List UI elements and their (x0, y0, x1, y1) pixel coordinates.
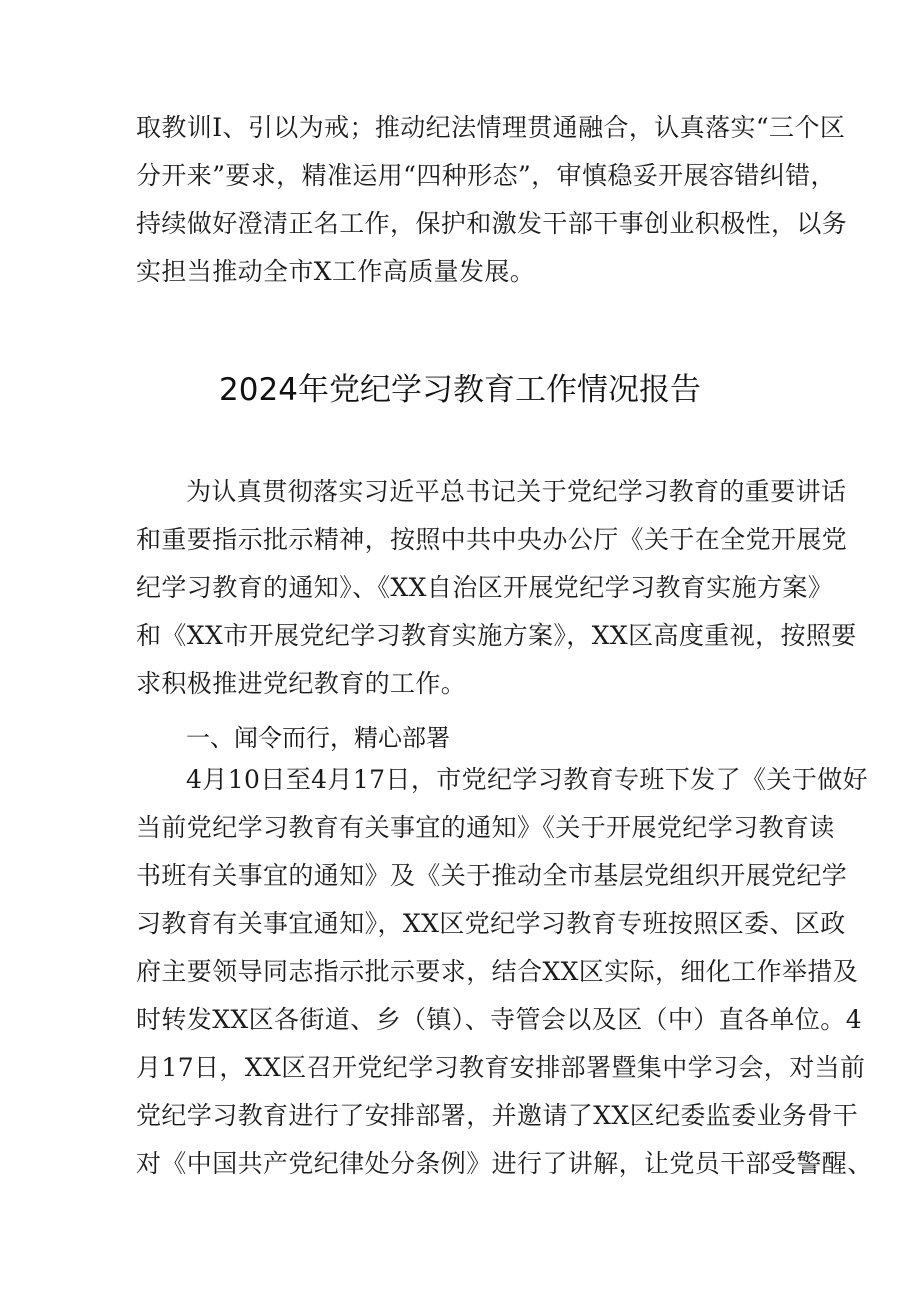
text-line: 分开来”要求，精准运用“四种形态”，审慎稳妥开展容错纠错， (136, 161, 836, 190)
text-line: 持续做好澄清正名工作，保护和激发干部干事创业积极性，以务 (136, 209, 848, 238)
text-line: 实担当推动全市X工作高质量发展。 (136, 257, 536, 286)
intro-paragraph (136, 104, 848, 296)
text-line: 取教训I、引以为戒；推动纪法情理贯通融合，认真落实“三个区 (136, 113, 846, 142)
text-line: 时转发XX区各街道、乡（镇）、寺管会以及区（中）直各单位。4 (136, 1005, 863, 1034)
text-line: 当前党纪学习教育有关事宜的通知》《关于开展党纪学习教育读 (136, 813, 835, 842)
text-line: 府主要领导同志指示批示要求，结合XX区实际，细化工作举措及 (136, 957, 859, 986)
text-line: 对《中国共产党纪律处分条例》进行了讲解，让党员干部受警醒、 (136, 1149, 873, 1178)
text-line: 求积极推进党纪教育的工作。 (136, 669, 467, 698)
text-line: 纪学习教育的通知》、《XX自治区开展党纪学习教育实施方案》 (136, 573, 834, 602)
text-line: 党纪学习教育进行了安排部署，并邀请了XX区纪委监委业务骨干 (136, 1101, 859, 1130)
text-line: 4月10日至4月17日，市党纪学习教育专班下发了《关于做好 (186, 765, 869, 794)
opening-paragraph (136, 468, 857, 708)
report-title: 2024年党纪学习教育工作情况报告 (219, 372, 701, 408)
text-line: 为认真贯彻落实习近平总书记关于党纪学习教育的重要讲话 (186, 477, 847, 506)
text-line: 和重要指示批示精神，按照中共中央办公厅《关于在全党开展党 (136, 525, 848, 554)
section-1-paragraph (136, 756, 873, 1188)
text-line: 习教育有关事宜通知》，XX区党纪学习教育专班按照区委、区政 (136, 909, 846, 938)
text-line: 月17日，XX区召开党纪学习教育安排部署暨集中学习会，对当前 (136, 1053, 866, 1082)
text-line: 和《XX市开展党纪学习教育实施方案》，XX区高度重视，按照要 (136, 621, 857, 650)
section-heading: 一、闻令而行，精心部署 (186, 724, 450, 752)
text-line: 书班有关事宜的通知》及《关于推动全市基层党组织开展党纪学 (136, 861, 848, 890)
